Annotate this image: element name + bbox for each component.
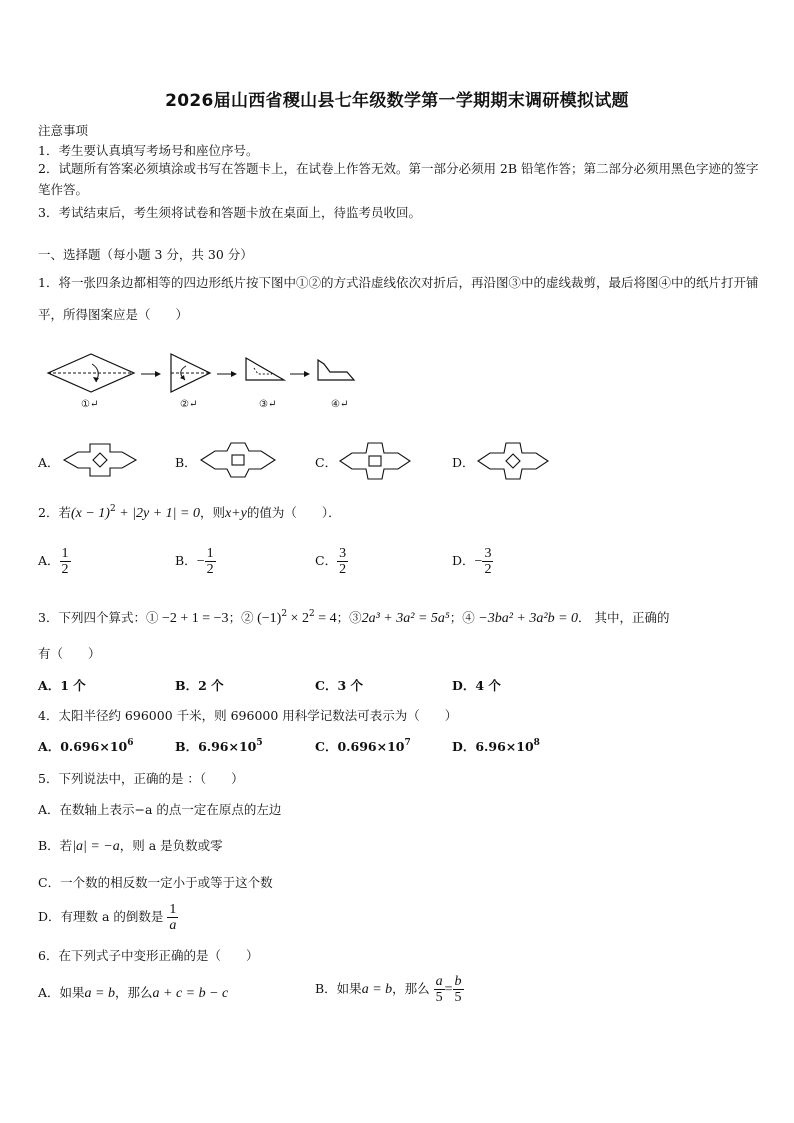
- q2-option-c[interactable]: C． $\frac{3}{2}$: [315, 546, 347, 577]
- question-3-line2: 有（ ）: [38, 646, 101, 661]
- q4-option-d[interactable]: D．$6.96\times 10^8$: [452, 738, 540, 754]
- q6-option-a[interactable]: A．如果a = b，那么a + c = b − c: [38, 985, 229, 1001]
- q2-option-a[interactable]: A． $\frac{1}{2}$: [38, 546, 69, 577]
- q3-option-b[interactable]: B．2 个: [175, 678, 224, 693]
- q5-option-b[interactable]: B．若|a| = −a，则 a 是负数或零: [38, 838, 223, 854]
- notice-item-2: 2．试题所有答案必须填涂或书写在答题卡上，在试卷上作答无效。第一部分必须用 2B 铅笔作答；第二部分必须用黑色字迹的签字笔作答。: [38, 161, 759, 197]
- small-triangle-shape: [246, 358, 284, 380]
- page-title: 2026届山西省稷山县七年级数学第一学期期末调研模拟试题: [165, 91, 629, 111]
- question-2-text: 2．若$(x - 1)^2 + |2y + 1| = 0$，则x+y的值为（ ）．: [38, 504, 341, 521]
- q1-option-b-label: B．: [175, 455, 197, 470]
- notice-heading: 注意事项: [38, 123, 89, 138]
- q1-step-label-1: ①↵: [81, 399, 99, 410]
- q1-option-c-label: C．: [315, 455, 338, 470]
- q5-option-d[interactable]: D．有理数 a 的倒数是 $\frac{1}{a}$: [38, 902, 177, 933]
- q1-option-d-figure[interactable]: [476, 440, 550, 485]
- q1-option-a-label: A．: [38, 455, 60, 470]
- question-5-text: 5．下列说法中，正确的是 ：（ ）: [38, 771, 244, 786]
- notice-item-3: 3．考试结束后，考生须将试卷和答题卡放在桌面上，待监考员收回。: [38, 205, 421, 220]
- question-4-text: 4．太阳半径约 696000 千米，则 696000 用科学记数法可表示为（ ）: [38, 708, 458, 723]
- arrow-right-icon: [155, 371, 161, 377]
- q4-option-b[interactable]: B．$6.96\times 10^5$: [175, 738, 263, 754]
- q1-fold-diagram: [44, 350, 364, 421]
- q1-option-b-figure[interactable]: [199, 440, 277, 483]
- arrow-right-icon: [304, 371, 310, 377]
- q1-option-d-label: D．: [452, 455, 475, 470]
- q2-option-d[interactable]: D．− $\frac{3}{2}$: [452, 546, 492, 577]
- q1-option-a-figure[interactable]: [62, 440, 138, 483]
- q1-option-c-figure[interactable]: [338, 440, 412, 485]
- section-heading: 一、选择题（每小题 3 分，共 30 分）: [38, 247, 253, 262]
- q2-option-b[interactable]: B．− $\frac{1}{2}$: [175, 546, 214, 577]
- q5-option-c[interactable]: C．一个数的相反数一定小于或等于这个数: [38, 875, 273, 890]
- notice-item-1: 1．考生要认真填写考场号和座位序号。: [38, 143, 259, 158]
- q3-option-c[interactable]: C．3 个: [315, 678, 363, 693]
- question-6-text: 6．在下列式子中变形正确的是（ ）: [38, 948, 259, 963]
- q6-option-b[interactable]: B．如果a = b，那么 $\frac{a}{5}$ = $\frac{b}{5}$: [315, 974, 462, 1005]
- q1-step-label-2: ②↵: [180, 399, 198, 410]
- question-3-text: 3．下列四个算式：① −2 + 1 = −3；② $(-1)^2 \times 2^2 = 4$；③2a³ + 3a² = 5a⁵；④ −3ba² + 3a²b = 0． 其中，正确的: [38, 609, 670, 626]
- q5-option-a[interactable]: A．在数轴上表示−a 的点一定在原点的左边: [38, 802, 282, 817]
- q3-option-a[interactable]: A．1 个: [38, 678, 86, 693]
- q4-option-c[interactable]: C．$0.696\times 10^7$: [315, 738, 411, 754]
- arrow-right-icon: [231, 371, 237, 377]
- q1-step-label-3: ③↵: [259, 399, 277, 410]
- question-1-text: 1．将一张四条边都相等的四边形纸片按下图中①②的方式沿虚线依次对折后，再沿图③中的虚线裁剪，最后将图④中的纸片打开铺平，所得图案应是（ ）: [38, 275, 759, 322]
- q4-option-a[interactable]: A．$0.696\times 10^6$: [38, 738, 134, 754]
- cut-piece-shape: [318, 360, 354, 380]
- q3-option-d[interactable]: D．4 个: [452, 678, 501, 693]
- q1-step-label-4: ④↵: [331, 399, 349, 410]
